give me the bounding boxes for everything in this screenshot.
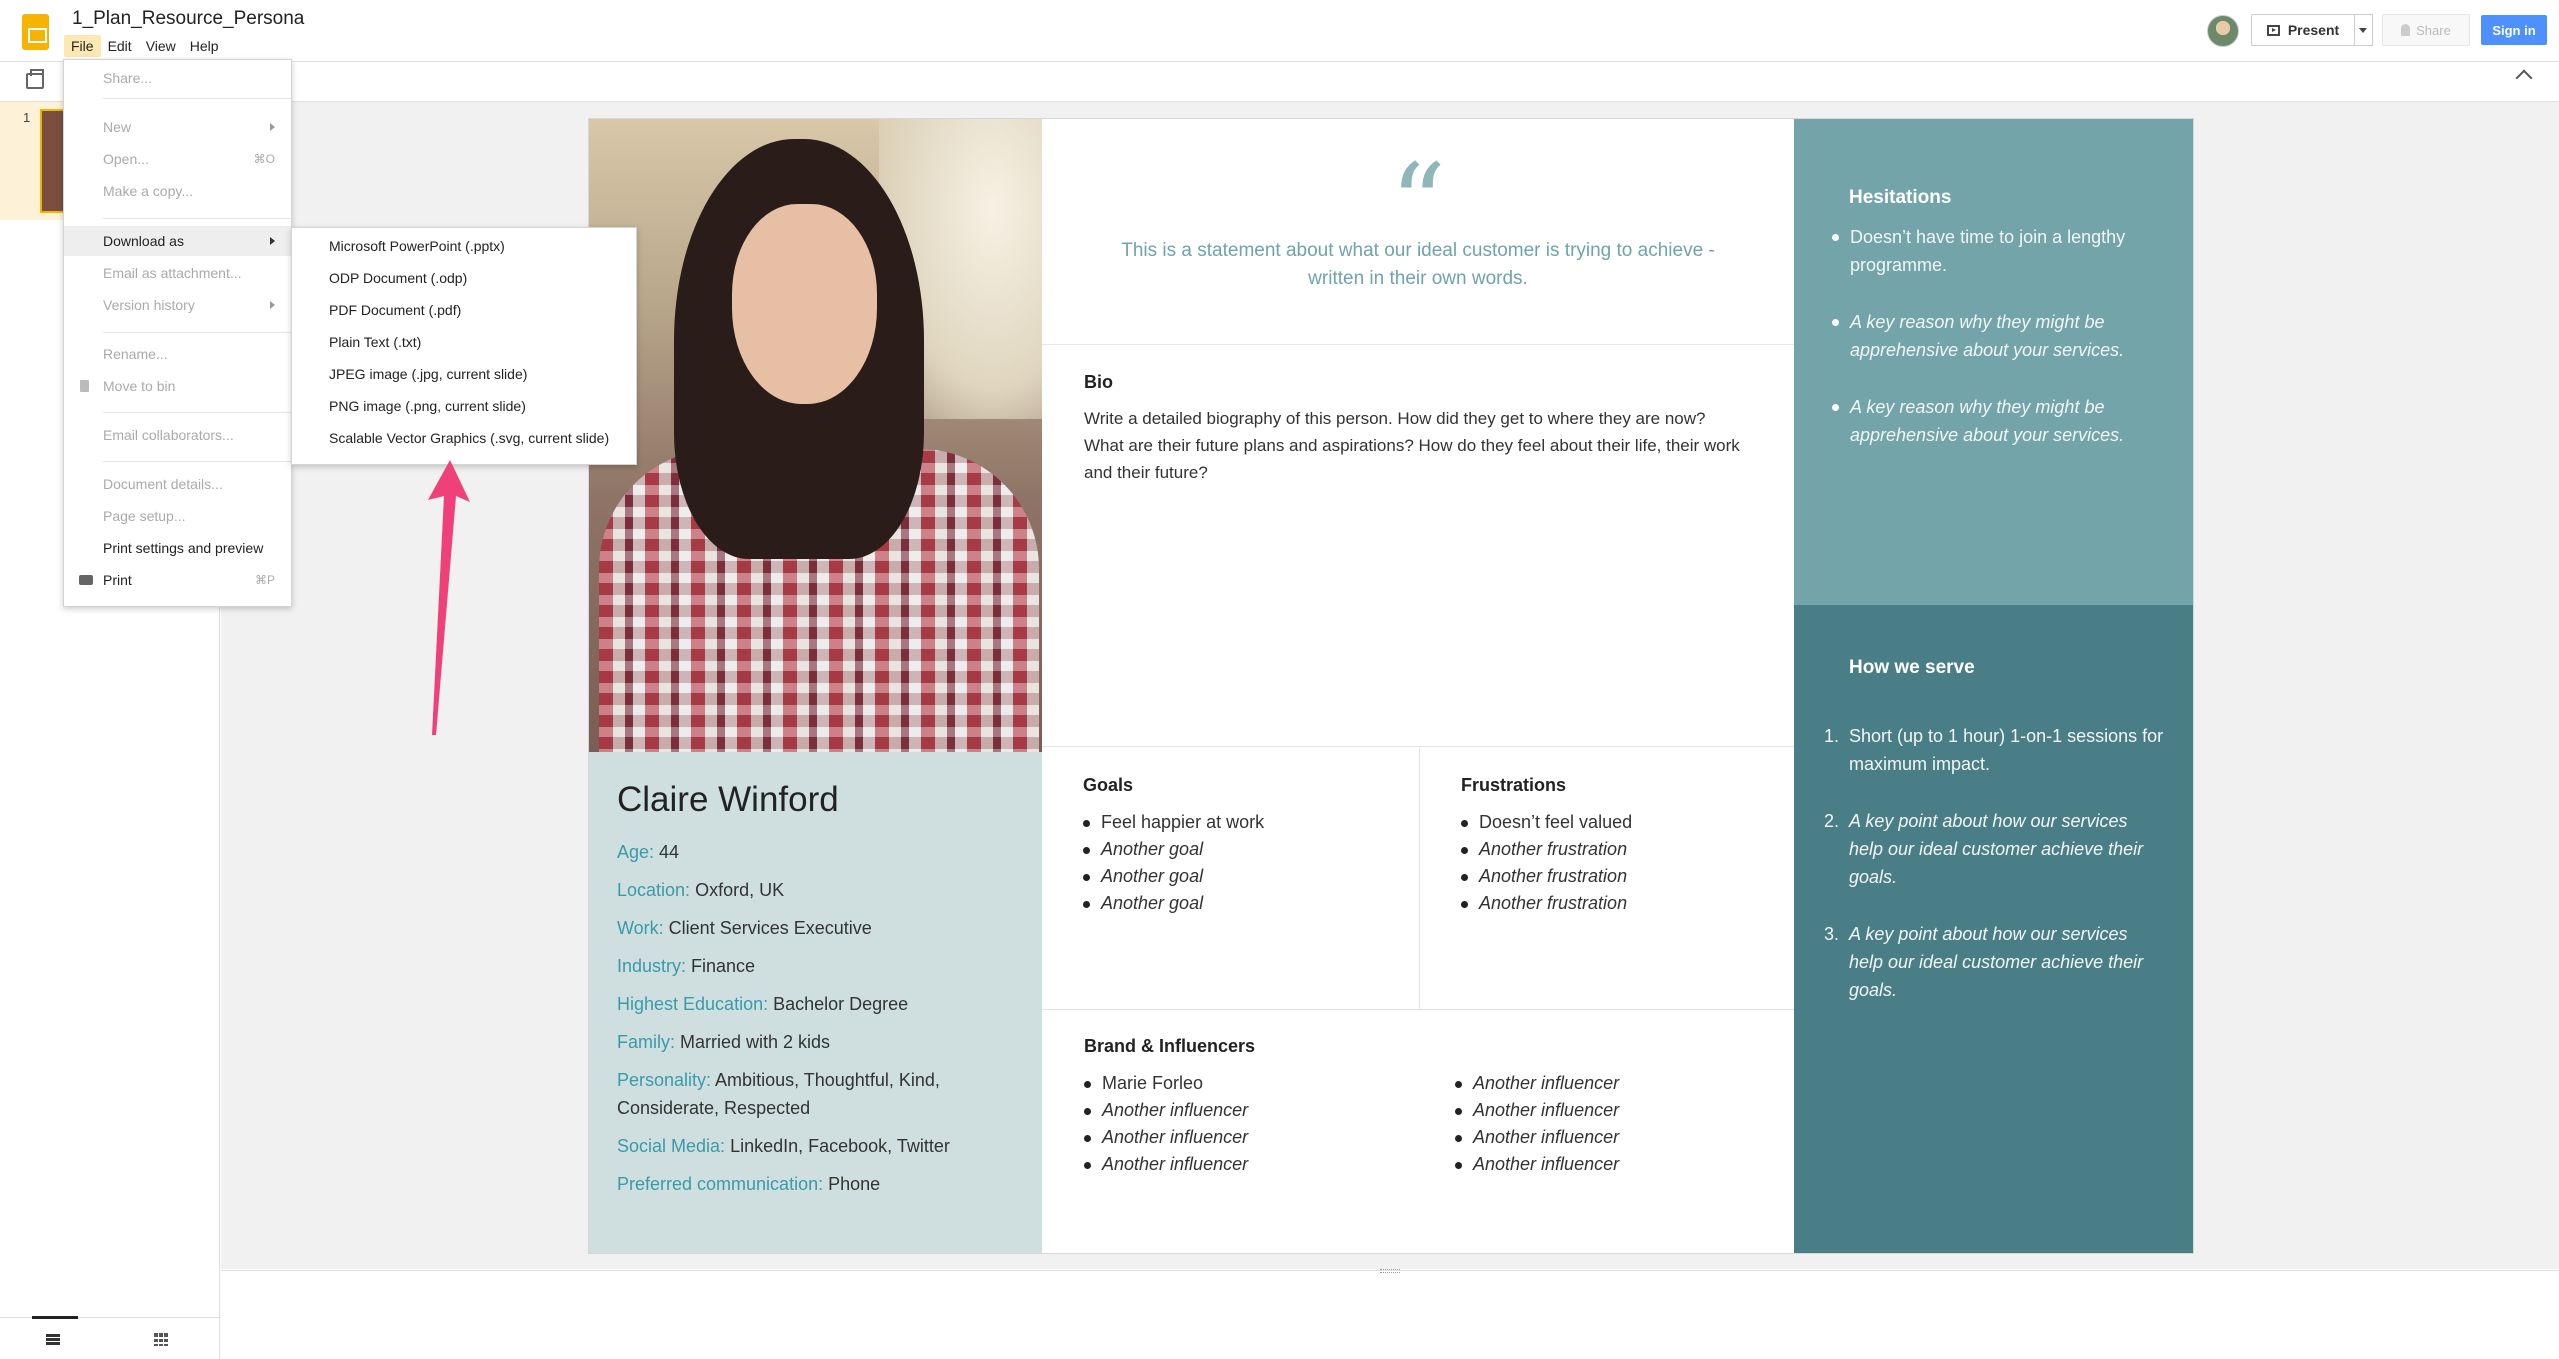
- toolbar: [0, 62, 2559, 102]
- list-item: Marie Forleo: [1084, 1070, 1248, 1097]
- quote-text: This is a statement about what our ideal customer is trying to achieve - written in their own words.: [1121, 240, 1715, 289]
- menu-separator: [103, 412, 291, 413]
- file-menu: [63, 59, 292, 607]
- how-we-serve-panel: [1794, 605, 2193, 1253]
- download-pdf[interactable]: PDF Document (.pdf): [329, 302, 462, 318]
- shortcut-label: ⌘P: [254, 573, 275, 587]
- profile-field: [617, 1132, 1017, 1160]
- list-item: Another influencer: [1455, 1124, 1619, 1151]
- list-item: [1824, 807, 2164, 891]
- header: [0, 0, 2559, 62]
- menu-item-download-as[interactable]: [64, 226, 291, 256]
- goals-heading: Goals: [1083, 775, 1134, 795]
- slides-logo-icon[interactable]: [22, 14, 49, 50]
- item-text: A key point about how our services help our ideal customer achieve their goals.: [1849, 924, 2144, 1000]
- field-value: Bachelor Degree: [768, 994, 909, 1014]
- menu-item-label: Move to bin: [103, 378, 176, 394]
- field-label: Preferred communication:: [617, 1174, 824, 1194]
- profile-field: [617, 876, 1017, 904]
- menu-file[interactable]: File: [64, 35, 101, 57]
- profile-panel: [589, 752, 1042, 1253]
- hesitations-panel: [1794, 119, 2193, 605]
- list-view-icon[interactable]: [46, 1334, 60, 1345]
- photo-face: [732, 204, 877, 404]
- menu-item-make-copy[interactable]: Make a copy...: [103, 183, 194, 199]
- present-icon: [2267, 25, 2280, 36]
- share-label: Share: [2416, 22, 2451, 38]
- field-label: Location:: [617, 880, 691, 900]
- user-avatar[interactable]: [2207, 15, 2239, 47]
- menu-item-document-details[interactable]: Document details...: [103, 476, 223, 492]
- print-icon: [79, 575, 93, 585]
- brand-heading: Brand & Influencers: [1084, 1036, 1256, 1056]
- list-item: Another goal: [1083, 890, 1264, 917]
- field-value: 44: [654, 842, 680, 862]
- bio-heading: Bio: [1084, 372, 1113, 392]
- download-txt[interactable]: Plain Text (.txt): [329, 334, 422, 350]
- field-value: Finance: [686, 956, 756, 976]
- influencers-list-2: [1455, 1070, 1619, 1178]
- list-item: Another influencer: [1084, 1124, 1248, 1151]
- menu-item-new[interactable]: [64, 112, 291, 142]
- frustrations-list: [1461, 809, 1632, 917]
- chevron-down-icon: [2359, 28, 2367, 33]
- menu-item-open[interactable]: [64, 144, 291, 174]
- field-value: Oxford, UK: [690, 880, 785, 900]
- influencers-list-1: [1084, 1070, 1248, 1178]
- menu-item-label: Open...: [103, 151, 149, 167]
- field-label: Social Media:: [617, 1136, 726, 1156]
- field-value: Ambitious, Thoughtful, Kind, Considerate, Respected: [617, 1070, 940, 1118]
- list-item: Another influencer: [1455, 1151, 1619, 1178]
- menu-separator: [103, 98, 291, 99]
- list-item: Another influencer: [1455, 1097, 1619, 1124]
- annotation-arrow-icon: [400, 450, 500, 750]
- sign-in-button[interactable]: Sign in: [2481, 15, 2547, 45]
- profile-fields: [617, 838, 1017, 1208]
- list-item: Another frustration: [1461, 890, 1632, 917]
- present-button[interactable]: [2251, 14, 2355, 46]
- list-item: Doesn’t have time to join a lengthy programme.: [1832, 223, 2162, 279]
- field-label: Highest Education:: [617, 994, 769, 1014]
- download-png[interactable]: PNG image (.png, current slide): [329, 398, 526, 414]
- profile-field: [617, 1028, 1017, 1056]
- list-item: Another goal: [1083, 863, 1264, 890]
- print-icon[interactable]: [26, 73, 44, 89]
- list-item: Feel happier at work: [1083, 809, 1264, 836]
- list-item: A key reason why they might be apprehensive about your services.: [1832, 308, 2162, 364]
- menu-view[interactable]: View: [145, 38, 176, 54]
- profile-field: [617, 990, 1017, 1018]
- field-value: Client Services Executive: [663, 918, 872, 938]
- submenu-arrow-icon: [270, 301, 275, 309]
- list-item: Another influencer: [1084, 1097, 1248, 1124]
- goals-panel: [1042, 746, 1420, 1009]
- persona-photo: [589, 119, 1042, 752]
- menu-item-label: Download as: [103, 233, 184, 249]
- download-as-submenu: [291, 227, 637, 465]
- bin-icon: [80, 380, 89, 392]
- item-text: Short (up to 1 hour) 1-on-1 sessions for maximum impact.: [1849, 726, 2164, 774]
- list-item: A key reason why they might be apprehensive about your services.: [1832, 393, 2162, 449]
- field-label: Personality:: [617, 1070, 712, 1090]
- person-icon: [2401, 24, 2410, 36]
- download-odp[interactable]: ODP Document (.odp): [329, 270, 468, 286]
- frustrations-heading: Frustrations: [1461, 775, 1567, 795]
- menu-item-label: Print: [103, 572, 132, 588]
- list-item: Another goal: [1083, 836, 1264, 863]
- share-button[interactable]: [2382, 14, 2470, 46]
- notes-resize-handle[interactable]: [1380, 1269, 1400, 1273]
- quote-panel: [1042, 119, 1794, 345]
- menu-item-version-history[interactable]: [64, 290, 291, 320]
- menu-item-move-to-bin[interactable]: [64, 371, 291, 401]
- download-pptx[interactable]: Microsoft PowerPoint (.pptx): [329, 238, 505, 254]
- item-text: A key point about how our services help our ideal customer achieve their goals.: [1849, 811, 2144, 887]
- field-label: Family:: [617, 1032, 675, 1052]
- shortcut-label: ⌘O: [253, 152, 275, 166]
- persona-slide: [589, 119, 2193, 1253]
- list-item: [1824, 920, 2164, 1004]
- submenu-arrow-icon: [270, 237, 275, 245]
- menu-help[interactable]: Help: [189, 38, 219, 54]
- profile-field: [617, 952, 1017, 980]
- download-jpg[interactable]: JPEG image (.jpg, current slide): [329, 366, 528, 382]
- menu-item-print[interactable]: [64, 565, 291, 595]
- field-value: Phone: [823, 1174, 881, 1194]
- submenu-arrow-icon: [270, 123, 275, 131]
- field-label: Industry:: [617, 956, 687, 976]
- menu-separator: [103, 332, 291, 333]
- field-label: Age:: [617, 842, 655, 862]
- active-view-indicator: [32, 1316, 78, 1319]
- item-number: 1.: [1824, 726, 1840, 746]
- field-value: Married with 2 kids: [675, 1032, 831, 1052]
- speaker-notes[interactable]: [221, 1270, 2559, 1359]
- bio-text: Write a detailed biography of this person. How did they get to where they are now? What are their future plans and aspirations? How do they feel about their life, their work and their future?: [1084, 409, 1740, 482]
- list-item: [1824, 722, 2164, 778]
- brand-influencers-panel: [1042, 1009, 1794, 1253]
- quote-mark-icon: “: [1389, 149, 1447, 219]
- annotation-arrow-head: [428, 460, 470, 735]
- menu-item-label: Version history: [103, 297, 195, 313]
- field-value: LinkedIn, Facebook, Twitter: [725, 1136, 950, 1156]
- field-label: Work:: [617, 918, 664, 938]
- list-item: Another influencer: [1084, 1151, 1248, 1178]
- menu-item-label: New: [103, 119, 132, 135]
- profile-field: [617, 914, 1017, 942]
- slide-number: 1: [23, 110, 31, 125]
- menubar: [64, 35, 226, 57]
- present-label: Present: [2287, 22, 2340, 38]
- hesitations-list: [1832, 223, 2162, 478]
- menu-separator: [103, 218, 291, 219]
- list-item: Another frustration: [1461, 836, 1632, 863]
- item-number: 3.: [1824, 924, 1840, 944]
- profile-field: [617, 1066, 1017, 1122]
- serve-heading: How we serve: [1849, 657, 1975, 678]
- profile-field: [617, 1170, 1017, 1198]
- menu-separator: [103, 461, 291, 462]
- list-item: Another influencer: [1455, 1070, 1619, 1097]
- menu-item-print-settings[interactable]: Print settings and preview: [103, 540, 264, 556]
- list-item: Doesn’t feel valued: [1461, 809, 1632, 836]
- item-number: 2.: [1824, 811, 1840, 831]
- present-options-button[interactable]: [2354, 14, 2373, 46]
- menu-item-rename[interactable]: Rename...: [103, 346, 168, 362]
- document-title[interactable]: 1_Plan_Resource_Persona: [72, 8, 305, 29]
- menu-edit[interactable]: Edit: [107, 38, 132, 54]
- filmstrip-view-toggle: [0, 1317, 219, 1359]
- download-svg[interactable]: Scalable Vector Graphics (.svg, current slide): [329, 430, 610, 446]
- hesitations-heading: Hesitations: [1849, 187, 1952, 208]
- menu-item-email-attachment[interactable]: Email as attachment...: [103, 265, 242, 281]
- grid-view-icon[interactable]: [154, 1333, 168, 1346]
- menu-item-email-collaborators[interactable]: Email collaborators...: [103, 427, 234, 443]
- serve-list: [1824, 722, 2164, 1033]
- menu-item-page-setup[interactable]: Page setup...: [103, 508, 186, 524]
- frustrations-panel: [1420, 746, 1794, 1009]
- persona-name: Claire Winford: [617, 780, 839, 819]
- profile-field: [617, 838, 1017, 866]
- goals-list: [1083, 809, 1264, 917]
- menu-item-share[interactable]: Share...: [103, 70, 153, 86]
- list-item: Another frustration: [1461, 863, 1632, 890]
